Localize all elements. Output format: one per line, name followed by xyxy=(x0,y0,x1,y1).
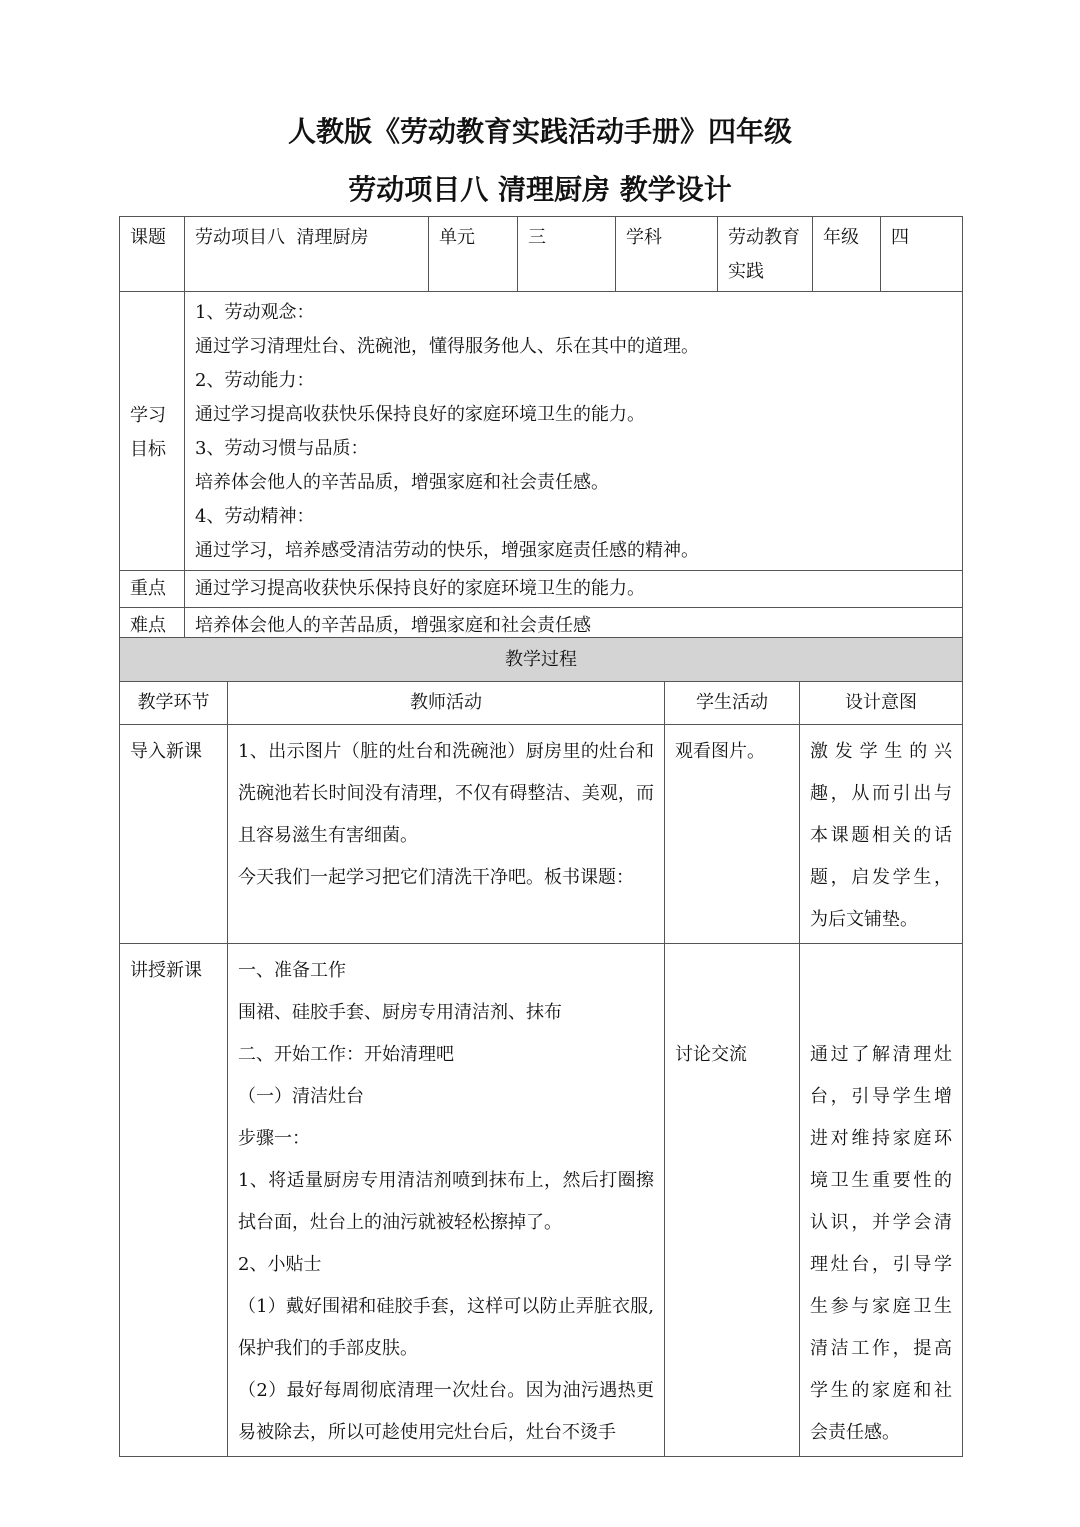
topic-value: 劳动项目八 清理厨房 xyxy=(185,217,429,292)
column-header: 教师活动 xyxy=(228,682,665,725)
document-subtitle: 劳动项目八 清理厨房 教学设计 xyxy=(348,173,732,206)
student-activity-cell: 讨论交流 xyxy=(665,944,800,1457)
key-point-text: 通过学习提高收获快乐保持良好的家庭环境卫生的能力。 xyxy=(185,571,963,608)
teacher-line: 步骤一： xyxy=(238,1128,310,1149)
objective-line: 4、劳动精神： xyxy=(195,506,315,527)
column-header: 学生活动 xyxy=(665,682,800,725)
subject-value-line2: 实践 xyxy=(728,261,764,282)
stage-cell: 导入新课 xyxy=(120,725,228,944)
teacher-activity-cell xyxy=(228,725,665,944)
objectives-label-line2: 目标 xyxy=(130,439,166,460)
objectives-content xyxy=(185,292,963,571)
objective-line: 2、劳动能力： xyxy=(195,370,315,391)
unit-label: 单元 xyxy=(429,217,518,292)
stage-cell: 讲授新课 xyxy=(120,944,228,1457)
subject-value xyxy=(718,217,813,292)
teacher-line: （1）戴好围裙和硅胶手套，这样可以防止弄脏衣服,保护我们的手部皮肤。 xyxy=(238,1296,654,1359)
column-header: 设计意图 xyxy=(800,682,963,725)
design-intent-cell: 通过了解清理灶台，引导学生增进对维持家庭环境卫生重要性的认识，并学会清理灶台，引导学生参与家庭卫生清洁工作，提高学生的家庭和社会责任感。 xyxy=(800,944,963,1457)
unit-value: 三 xyxy=(518,217,616,292)
student-activity-cell: 观看图片。 xyxy=(665,725,800,944)
teacher-line: 围裙、硅胶手套、厨房专用清洁剂、抹布 xyxy=(238,1002,562,1023)
teacher-line: 1、将适量厨房专用清洁剂喷到抹布上，然后打圈擦拭台面，灶台上的油污就被轻松擦掉了。 xyxy=(238,1170,654,1233)
objective-line: 通过学习清理灶台、洗碗池，懂得服务他人、乐在其中的道理。 xyxy=(195,336,699,357)
objective-line: 1、劳动观念： xyxy=(195,302,315,323)
grade-value: 四 xyxy=(881,217,963,292)
teacher-activity-cell xyxy=(228,944,665,1457)
teacher-line: 一、准备工作 xyxy=(238,960,346,981)
subject-value-line1: 劳动教育 xyxy=(728,227,800,248)
teacher-line: 2、小贴士 xyxy=(238,1254,322,1275)
process-table xyxy=(119,637,963,1457)
column-header: 教学环节 xyxy=(120,682,228,725)
objectives-label xyxy=(120,292,185,571)
teacher-line: （一）清洁灶台 xyxy=(238,1086,364,1107)
objective-line: 通过学习，培养感受清洁劳动的快乐，增强家庭责任感的精神。 xyxy=(195,540,699,561)
teacher-line: 二、开始工作：开始清理吧 xyxy=(238,1044,454,1065)
teacher-line: 1、出示图片（脏的灶台和洗碗池）厨房里的灶台和洗碗池若长时间没有清理，不仅有碍整洁、美观，而且容易滋生有害细菌。 xyxy=(238,741,654,846)
key-point-label: 重点 xyxy=(120,571,185,608)
difficulty-label: 难点 xyxy=(120,608,185,645)
table-row xyxy=(120,725,963,944)
teacher-line: 今天我们一起学习把它们清洗干净吧。板书课题： xyxy=(238,867,634,888)
topic-label: 课题 xyxy=(120,217,185,292)
design-intent-cell: 激发学生的兴趣，从而引出与本课题相关的话题，启发学生，为后文铺垫。 xyxy=(800,725,963,944)
objectives-label-line1: 学习 xyxy=(130,405,166,426)
document-title: 人教版《劳动教育实践活动手册》四年级 xyxy=(287,115,792,148)
teacher-line: （2）最好每周彻底清理一次灶台。因为油污遇热更易被除去，所以可趁使用完灶台后，灶台不烫手 xyxy=(238,1380,654,1443)
subject-label: 学科 xyxy=(616,217,718,292)
grade-label: 年级 xyxy=(813,217,881,292)
process-heading: 教学过程 xyxy=(120,638,963,682)
info-table xyxy=(119,216,963,645)
difficulty-text: 培养体会他人的辛苦品质，增强家庭和社会责任感 xyxy=(185,608,963,645)
table-row xyxy=(120,944,963,1457)
objective-line: 通过学习提高收获快乐保持良好的家庭环境卫生的能力。 xyxy=(195,404,645,425)
objective-line: 3、劳动习惯与品质： xyxy=(195,438,369,459)
objective-line: 培养体会他人的辛苦品质，增强家庭和社会责任感。 xyxy=(195,472,609,493)
